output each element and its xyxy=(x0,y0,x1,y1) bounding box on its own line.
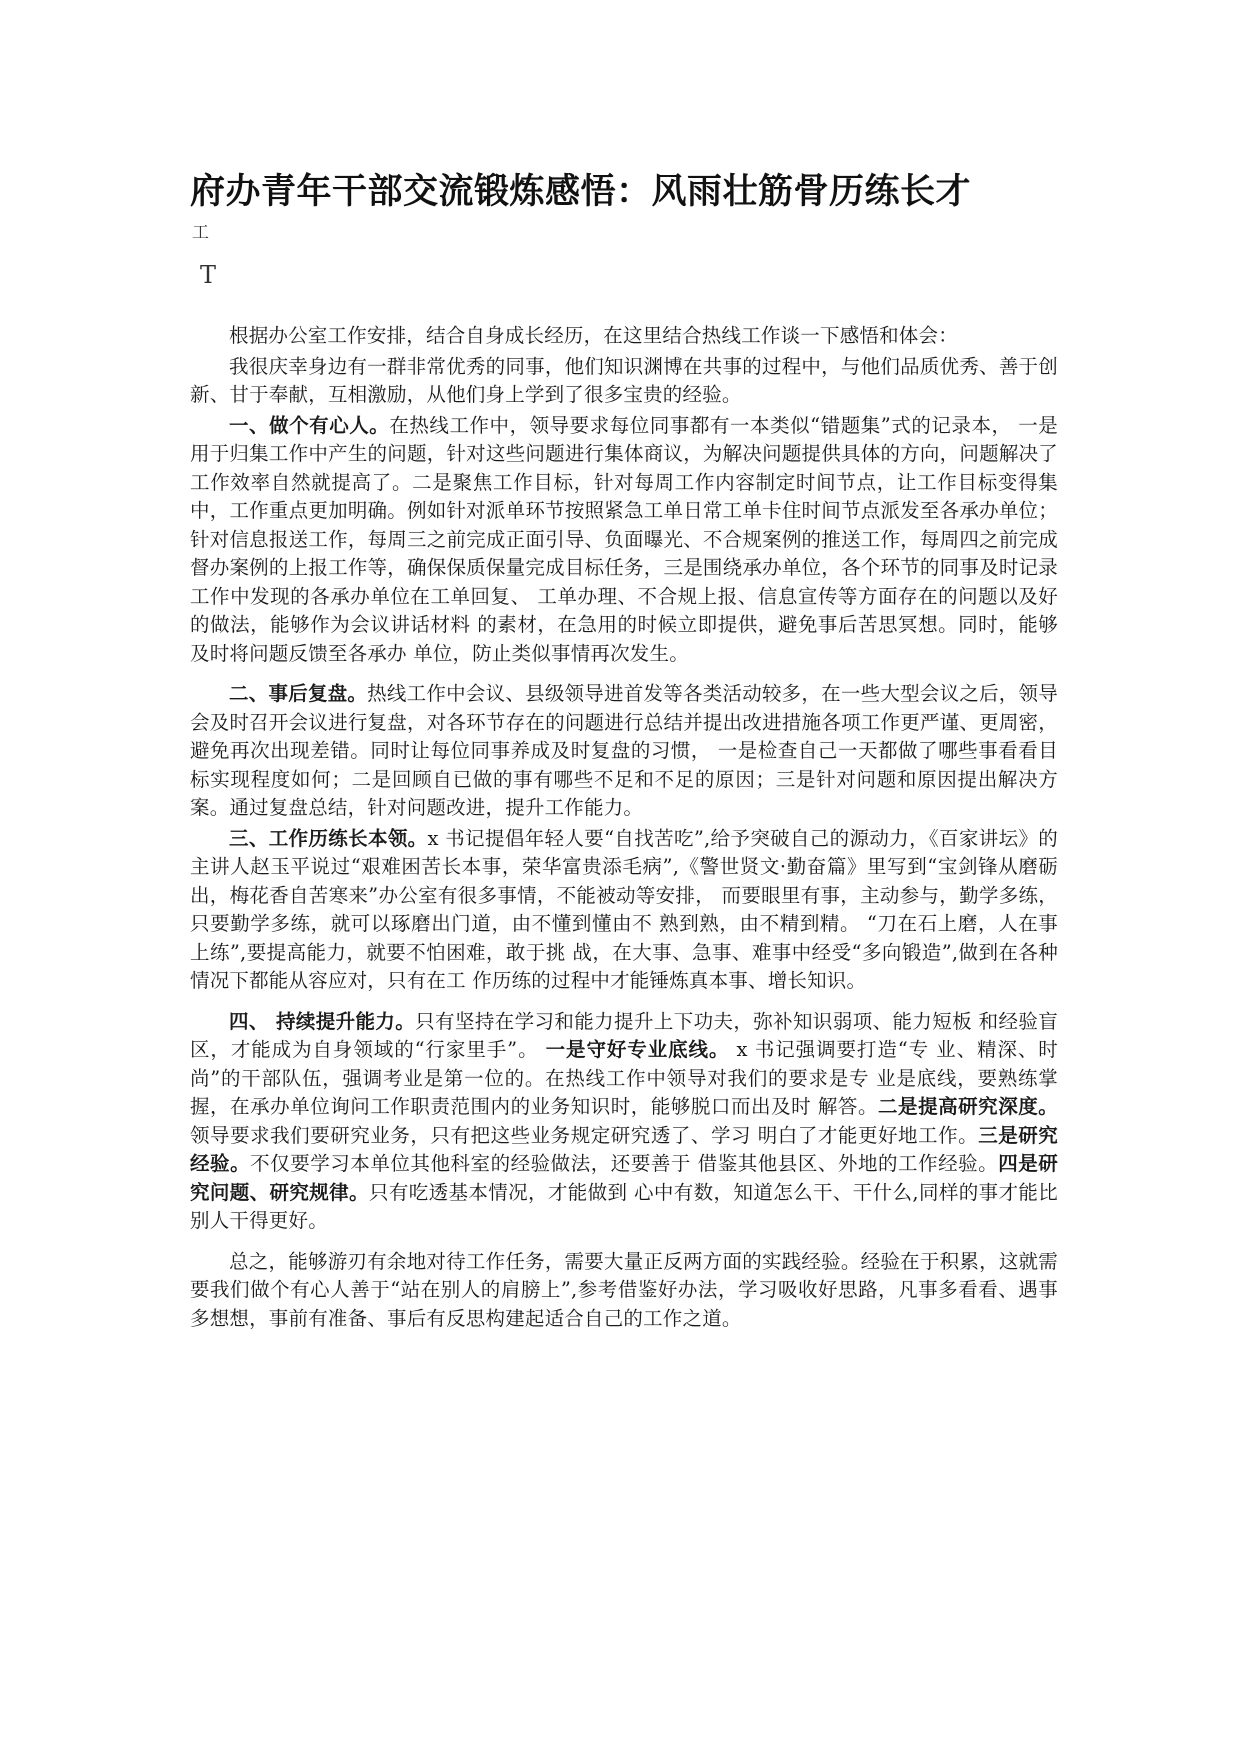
section-1-paragraph xyxy=(190,412,1058,669)
stray-mark-1: 工 xyxy=(192,223,209,243)
section-4-body-e: 只有吃透基本情况，才能做到 心中有数，知道怎么干、干什么,同样的事才能比别人干得更好。 xyxy=(190,1180,1058,1232)
section-3-heading: 三、工作历练长本领。 xyxy=(229,826,428,850)
section-4-body-b: x 书记强调要打造“专 业、精深、时尚”的干部队伍，强调考业是第一位的。在热线工作中领导对我们的要求是专 业是底线，要熟练掌握，在承办单位询问工作职责范围内的业务知识时，能够脱口而出及时 解答。 xyxy=(190,1038,1058,1118)
section-1-heading: 一、做个有心人。 xyxy=(229,413,390,437)
section-2-heading: 二、事后复盘。 xyxy=(229,682,368,705)
section-4-body-d: 不仅要学习本单位其他科室的经验做法，还要善于 借鉴其他县区、外地的工作经验。 xyxy=(250,1152,999,1175)
document-body xyxy=(190,322,1058,1333)
section-3-paragraph xyxy=(190,825,1058,996)
section-3-body: x 书记提倡年轻人要“自找苦吃”,给予突破自己的源动力，《百家讲坛》的主讲人赵玉平说过“艰难困苦长本事，荣华富贵添毛病”,《警世贤文·勤奋篇》里写到“宝剑锋从磨砺出，梅花香自苦寒来”办公室有很多事情，不能被动等安排， 而要眼里有事，主动参与，勤学多练，只要勤学多练，就可以琢磨出门道，由不懂到懂由不 熟到熟，由不精到精。 “刀在石上磨，人在事上练”,要提高能力，就要不怕困难，敢于挑 战，在大事、急事、难事中经受“多向锻造”,做到在各种情况下都能从容应对，只有在工 作历练的过程中才能锤炼真本事、增长知识。 xyxy=(190,826,1058,992)
section-4-heading: 四、 持续提升能力。 xyxy=(229,1009,416,1033)
stray-mark-2: T xyxy=(200,261,217,289)
conclusion-paragraph: 总之，能够游刃有余地对待工作任务，需要大量正反两方面的实践经验。经验在于积累，这就需要我们做个有心人善于“站在别人的肩膀上”,参考借鉴好办法，学习吸收好思路，凡事多看看、遇事多想想，事前有准备、事后有反思构建起适合自己的工作之道。 xyxy=(190,1249,1058,1330)
intro-paragraph: 根据办公室工作安排，结合自身成长经历，在这里结合热线工作谈一下感悟和体会： xyxy=(229,324,958,347)
section-4-body-c: 领导要求我们要研究业务，只有把这些业务规定研究透了、学习 明白了才能更好地工作。 xyxy=(190,1123,979,1147)
document-page xyxy=(190,168,1058,1333)
section-4-sub-1: 一是守好专业底线。 xyxy=(545,1038,730,1061)
paragraph-colleagues: 我很庆幸身边有一群非常优秀的同事，他们知识渊博在共事的过程中，与他们品质优秀、善于创新、甘于奉献，互相激励，从他们身上学到了很多宝贵的经验。 xyxy=(190,354,1058,406)
section-4-body-a: 只有坚持在学习和能力提升上下功夫，弥补知识弱项、能力短板 和经验盲区，才能成为自身领域的“行家里手”。 xyxy=(190,1009,1058,1061)
section-4-paragraph xyxy=(190,1008,1058,1236)
section-1-body: 在热线工作中，领导要求每位同事都有一本类似“错题集”式的记录本， 一是用于归集工作中产生的问题，针对这些问题进行集体商议，为解决问题提供具体的方向，问题解决了工作效率自然就提高了。二是聚焦工作目标，针对每周工作内容制定时间节点，让工作目标变得集中，工作重点更加明确。例如针对派单环节按照紧急工单日常工单卡住时间节点派发至各承办单位；针对信息报送工作，每周三之前完成正面引导、负面曝光、不合规案例的推送工作，每周四之前完成督办案例的上报工作等，确保保质保量完成目标任务，三是围绕承办单位，各个环节的同事及时记录工作中发现的各承办单位在工单回复、 工单办理、不合规上报、信息宣传等方面存在的问题以及好的做法，能够作为会议讲话材料 的素材，在急用的时候立即提供，避免事后苦思冥想。同时，能够及时将问题反馈至各承办 单位，防止类似事情再次发生。 xyxy=(190,413,1059,665)
section-4-sub-4: 四是研究问题、研究规律。 xyxy=(190,1152,1058,1204)
section-2-paragraph xyxy=(190,680,1058,823)
section-2-body: 热线工作中会议、县级领导进首发等各类活动较多，在一些大型会议之后，领导会及时召开会议进行复盘，对各环节存在的问题进行总结并提出改进措施各项工作更严谨、更周密，避免再次出现差错。同时让每位同事养成及时复盘的习惯， 一是检查自己一天都做了哪些事看看目标实现程度如何；二是回顾自已做的事有哪些不足和不足的原因；三是针对问题和原因提出解决方案。通过复盘总结，针对问题改进，提升工作能力。 xyxy=(190,682,1058,819)
section-4-sub-3: 三是研究经验。 xyxy=(190,1123,1058,1175)
document-title: 府办青年干部交流锻炼感悟：风雨壮筋骨历练长才 xyxy=(190,172,972,212)
section-4-sub-2: 二是提高研究深度。 xyxy=(878,1095,1058,1118)
